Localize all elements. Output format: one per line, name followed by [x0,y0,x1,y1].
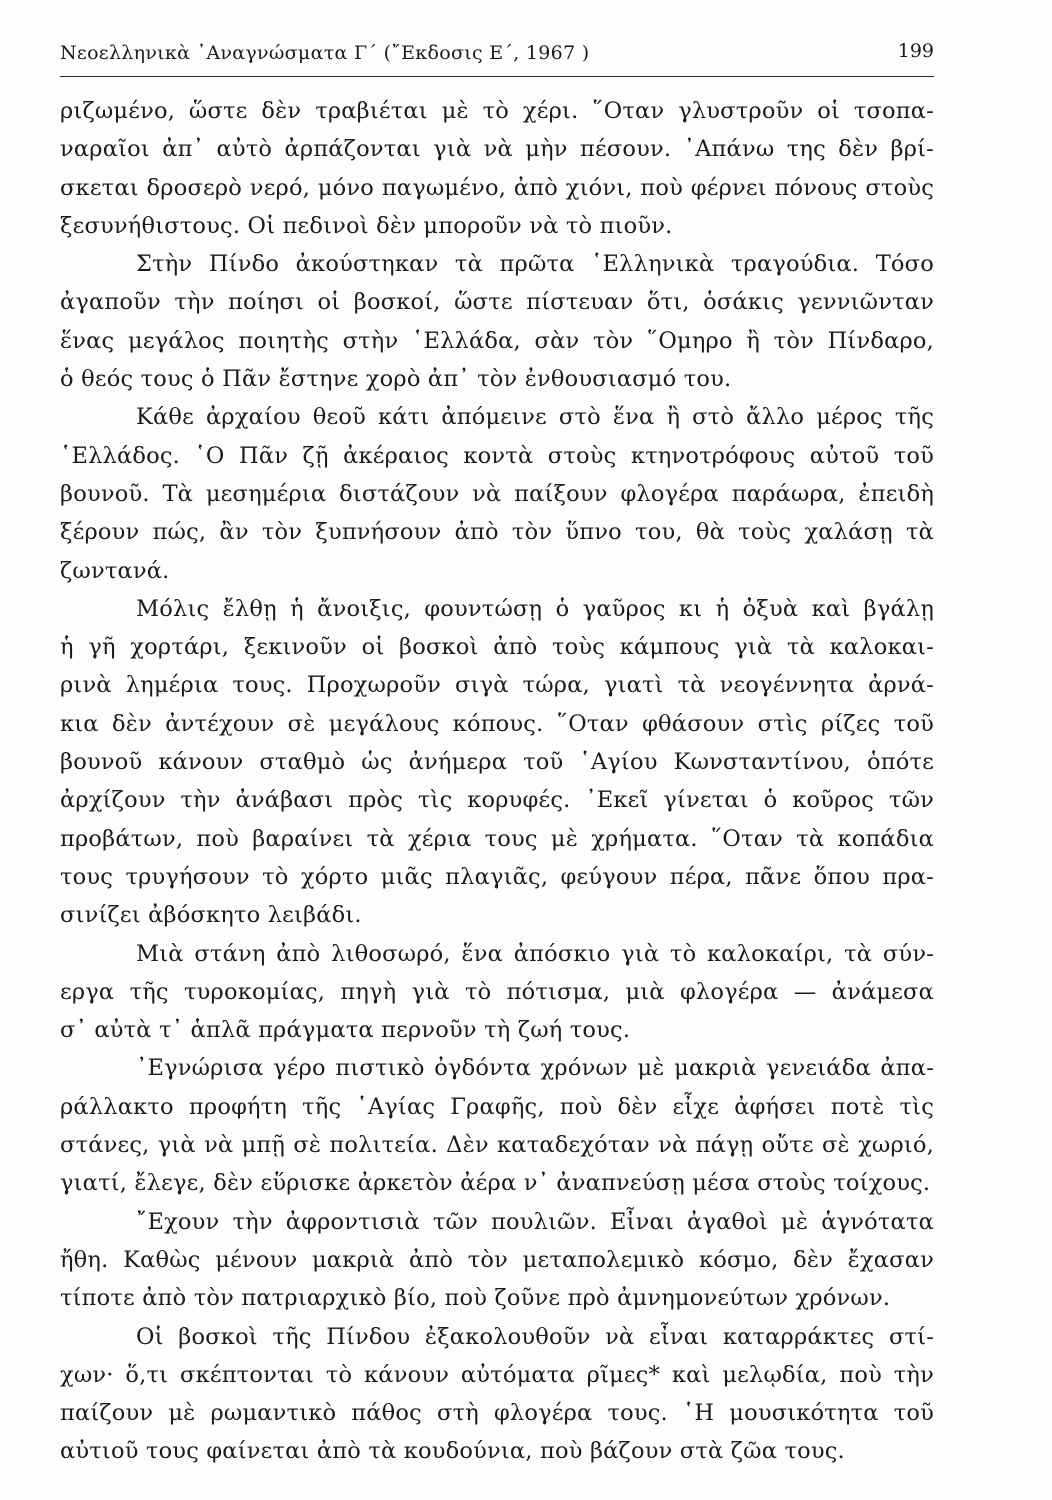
page-number: 199 [897,40,934,62]
paragraph [60,245,934,398]
text-line: Κάθε ἀρχαίου θεοῦ κάτι ἀπόμεινε στὸ ἕνα ἢ στὸ ἄλλο μέρος τῆς [136,404,934,431]
paragraph [60,92,934,245]
text-line: ἀγαποῦν τὴν ποίησι οἱ βοσκοί, ὥστε πίστευαν ὅτι, ὁσάκις γεννιῶνταν [60,289,934,316]
text-line: κια δὲν ἀντέχουν σὲ μεγάλους κόπους. ῞Οταν φθάσουν στὶς ρίζες τοῦ [60,710,934,737]
text-line: ῎Εχουν τὴν ἀφροντισιὰ τῶν πουλιῶν. Εἶναι ἀγαθοὶ μὲ ἁγνότατα [136,1208,934,1235]
text-line: ζωντανά. [60,557,170,584]
paragraph [60,1203,934,1318]
body-text [60,92,934,1465]
text-line: παίζουν μὲ ρωμαντικὸ πάθος στὴ φλογέρα τους. ῾Η μουσικότητα τοῦ [60,1400,934,1427]
text-line: σκεται δροσερὸ νερό, μόνο παγωμένο, ἀπὸ χιόνι, ποὺ φέρνει πόνους στοὺς [60,174,934,201]
text-line: Στὴν Πίνδο ἀκούστηκαν τὰ πρῶτα ῾Ελληνικὰ τραγούδια. Τόσο [136,251,934,278]
text-line: βουνοῦ κάνουν σταθμὸ ὡς ἀνήμερα τοῦ ῾Αγίου Κωνσταντίνου, ὁπότε [60,749,934,776]
text-line: ἕνας μεγάλος ποιητὴς στὴν ῾Ελλάδα, σὰν τὸν ῞Ομηρο ἢ τὸν Πίνδαρο, [60,327,934,354]
text-line: τίποτε ἀπὸ τὸν πατριαρχικὸ βίο, ποὺ ζοῦνε πρὸ ἀμνημονεύτων χρόνων. [60,1285,891,1312]
text-line: ναραῖοι ἀπ᾿ αὐτὸ ἀρπάζονται γιὰ νὰ μὴν πέσουν. ᾿Απάνω της δὲν βρί- [60,136,934,163]
text-line: στάνες, γιὰ νὰ μπῇ σὲ πολιτεία. Δὲν καταδεχόταν νὰ πάγῃ οὔτε σὲ χωριό, [60,1132,934,1159]
text-line: ἤθη. Καθὼς μένουν μακριὰ ἀπὸ τὸν μεταπολεμικὸ κόσμο, δὲν ἔχασαν [60,1246,934,1273]
running-header [60,40,934,77]
text-line: ἀρχίζουν τὴν ἀνάβασι πρὸς τὶς κορυφές. ᾿Εκεῖ γίνεται ὁ κοῦρος τῶν [60,787,934,814]
text-line: ριζωμένο, ὥστε δὲν τραβιέται μὲ τὸ χέρι. ῞Οταν γλυστροῦν οἱ τσοπα- [60,98,934,124]
text-line: σινίζει ἀβόσκητο λειβάδι. [60,902,362,929]
paragraph [60,590,934,935]
text-line: ἡ γῆ χορτάρι, ξεκινοῦν οἱ βοσκοὶ ἀπὸ τοὺς κάμπους γιὰ τὰ καλοκαι- [60,634,934,661]
paragraph [60,1318,934,1471]
text-line: σ᾿ αὐτὰ τ᾿ ἁπλᾶ πράγματα περνοῦν τὴ ζωή τους. [60,1017,631,1044]
text-line: ξέρουν πώς, ἂν τὸν ξυπνήσουν ἀπὸ τὸν ὕπνο του, θὰ τοὺς χαλάσῃ τὰ [60,519,934,546]
text-line: ᾿Εγνώρισα γέρο πιστικὸ ὀγδόντα χρόνων μὲ μακριὰ γενειάδα ἀπα- [136,1055,934,1082]
paragraph [60,398,934,589]
text-line: εργα τῆς τυροκομίας, πηγὴ γιὰ τὸ πότισμα, μιὰ φλογέρα — ἀνάμεσα [60,978,934,1005]
text-line: γιατί, ἔλεγε, δὲν εὕρισκε ἀρκετὸν ἀέρα ν᾿ ἀναπνεύσῃ μέσα στοὺς τοίχους. [60,1170,931,1197]
text-line: χων· ὅ,τι σκέπτονται τὸ κάνουν αὐτόματα ρῖμες* καὶ μελῳδία, ποὺ τὴν [60,1361,934,1388]
text-line: Οἱ βοσκοὶ τῆς Πίνδου ἐξακολουθοῦν νὰ εἶναι καταρράκτες στί- [136,1323,934,1350]
text-line: Μόλις ἔλθῃ ἡ ἄνοιξις, φουντώσῃ ὁ γαῦρος κι ἡ ὀξυὰ καὶ βγάλῃ [136,595,934,622]
text-line: ρινὰ λημέρια τους. Προχωροῦν σιγὰ τώρα, γιατὶ τὰ νεογέννητα ἀρνά- [60,672,934,699]
text-line: προβάτων, ποὺ βαραίνει τὰ χέρια τους μὲ χρήματα. ῞Οταν τὰ κοπάδια [60,825,934,852]
text-line: αὐτιοῦ τους φαίνεται ἀπὸ τὰ κουδούνια, ποὺ βάζουν στὰ ζῶα τους. [60,1438,845,1465]
text-line: ῾Ελλάδος. ῾Ο Πᾶν ζῇ ἀκέραιος κοντὰ στοὺς κτηνοτρόφους αὐτοῦ τοῦ [60,442,934,469]
text-line: ὁ θεός τους ὁ Πᾶν ἔστηνε χορὸ ἀπ᾿ τὸν ἐνθουσιασμό του. [60,366,732,393]
text-line: ράλλακτο προφήτη τῆς ῾Αγίας Γραφῆς, ποὺ δὲν εἶχε ἀφήσει ποτὲ τὶς [60,1093,934,1120]
header-title: Νεοελληνικὰ ᾿Αναγνώσματα Γ΄ (῎Εκδοσις Ε΄, 1967 ) [60,42,590,64]
paragraph [60,1049,934,1202]
text-line: ξεσυνήθιστους. Οἱ πεδινοὶ δὲν μποροῦν νὰ τὸ πιοῦν. [60,212,673,239]
text-line: βουνοῦ. Τὰ μεσημέρια διστάζουν νὰ παίξουν φλογέρα παράωρα, ἐπειδὴ [60,480,934,507]
text-line: τους τρυγήσουν τὸ χόρτο μιᾶς πλαγιᾶς, φεύγουν πέρα, πᾶνε ὅπου πρα- [60,863,934,890]
paragraph [60,935,934,1050]
text-line: Μιὰ στάνη ἀπὸ λιθοσωρό, ἕνα ἀπόσκιο γιὰ τὸ καλοκαίρι, τὰ σύν- [136,940,934,967]
